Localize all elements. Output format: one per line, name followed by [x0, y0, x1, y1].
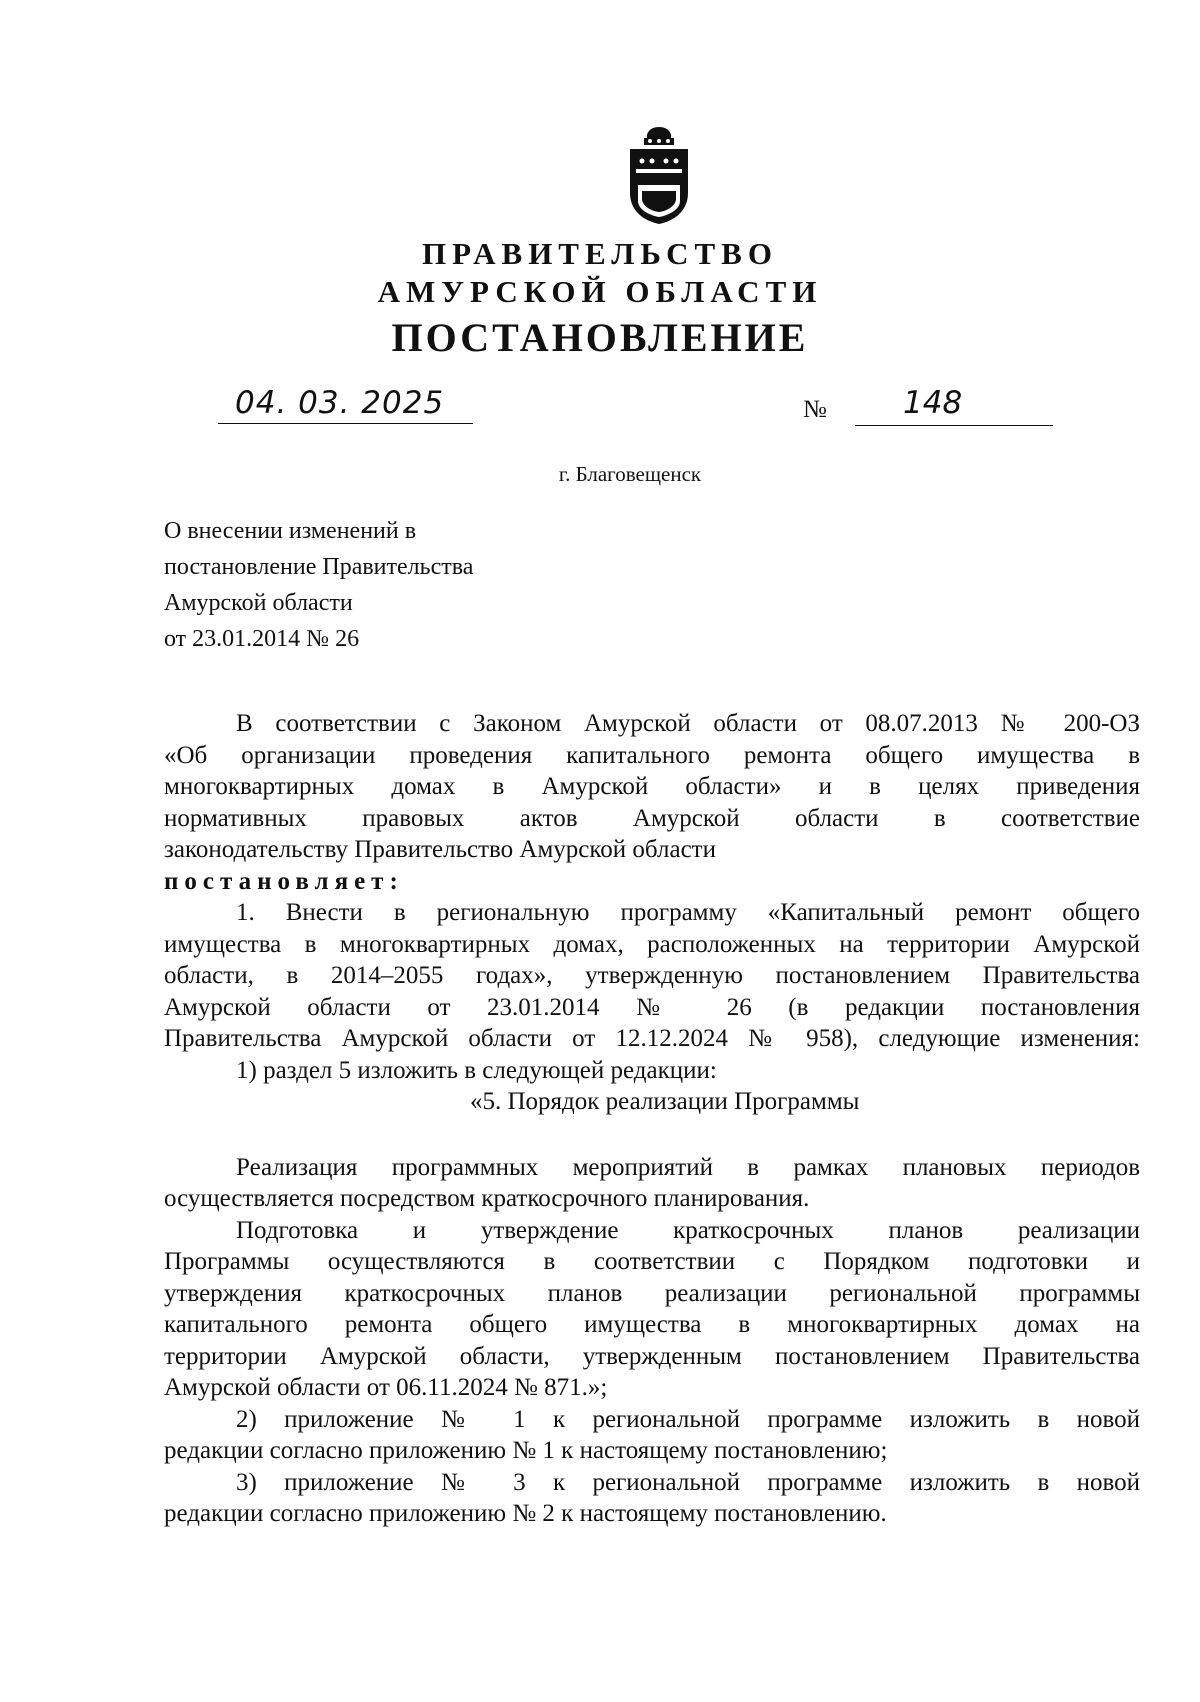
subitem-1: 1) раздел 5 изложить в следующей редакции:: [236, 1056, 717, 1084]
document-type-title: ПОСТАНОВЛЕНИЕ: [391, 315, 809, 360]
date-underline: [218, 423, 473, 424]
paragraph1-line: Реализация программных мероприятий в рамках плановых периодов: [236, 1153, 1140, 1181]
subitem-2-line: 2) приложение № 1 к региональной программе изложить в новой: [236, 1405, 1140, 1433]
preamble-line: многоквартирных домах в Амурской области» и в целях приведения: [164, 773, 1140, 800]
subject-line: О внесении изменений в: [164, 518, 417, 544]
spacer: [164, 1118, 1140, 1152]
subitem-3-line: 3) приложение № 3 к региональной программе изложить в новой: [236, 1468, 1140, 1496]
subitem-3-line: редакции согласно приложению № 2 к настоящему постановлению.: [164, 1500, 887, 1527]
paragraph2-line: Амурской области от 06.11.2024 № 871.»;: [164, 1374, 608, 1401]
paragraph1-line: осуществляется посредством краткосрочного планирования.: [164, 1185, 810, 1212]
item1-line: 1. Внести в региональную программу «Капитальный ремонт общего: [236, 899, 1140, 926]
item1-line: Амурской области от 23.01.2014 № 26 (в редакции постановления: [164, 993, 1140, 1021]
paragraph2-line: территории Амурской области, утвержденным постановлением Правительства: [164, 1342, 1140, 1370]
paragraph2-line: утверждения краткосрочных планов реализации региональной программы: [164, 1279, 1140, 1307]
decree-word: постановляет:: [164, 867, 404, 895]
paragraph2-line: Подготовка и утверждение краткосрочных планов реализации: [236, 1216, 1140, 1244]
item1-line: области, в 2014–2055 годах», утвержденную постановлением Правительства: [164, 962, 1140, 989]
preamble-line: «Об организации проведения капитального ремонта общего имущества в: [164, 741, 1140, 769]
document-subject: [164, 513, 473, 657]
handwritten-date: 04. 03. 2025: [235, 385, 445, 421]
section-heading: «5. Порядок реализации Программы: [470, 1088, 860, 1115]
city-name: г. Благовещенск: [558, 462, 702, 486]
paragraph2-line: Программы осуществляются в соответствии с Порядком подготовки и: [164, 1248, 1140, 1275]
organization-name-line1: ПРАВИТЕЛЬСТВО: [422, 236, 778, 271]
document-body: [164, 708, 1140, 1530]
preamble-line: нормативных правовых актов Амурской области в соответствие: [164, 804, 1140, 832]
subject-line: постановление Правительства: [164, 554, 474, 580]
item1-line: Правительства Амурской области от 12.12.2024 № 958), следующие изменения:: [164, 1025, 1140, 1052]
number-sign: №: [803, 396, 827, 423]
subject-line: от 23.01.2014 № 26: [164, 626, 360, 652]
preamble-line: законодательству Правительство Амурской области: [164, 836, 716, 863]
number-underline: [855, 425, 1053, 426]
organization-name-line2: АМУРСКОЙ ОБЛАСТИ: [377, 274, 823, 309]
subitem-2-line: редакции согласно приложению № 1 к настоящему постановлению;: [164, 1437, 888, 1464]
handwritten-document-number: 148: [903, 385, 963, 421]
preamble-line: В соответствии с Законом Амурской области от 08.07.2013 № 200-ОЗ: [236, 710, 1140, 737]
paragraph2-line: капитального ремонта общего имущества в многоквартирных домах на: [164, 1311, 1140, 1338]
subject-line: Амурской области: [164, 590, 353, 616]
item1-line: имущества в многоквартирных домах, расположенных на территории Амурской: [164, 930, 1140, 958]
coat-of-arms-emblem: [620, 125, 698, 225]
